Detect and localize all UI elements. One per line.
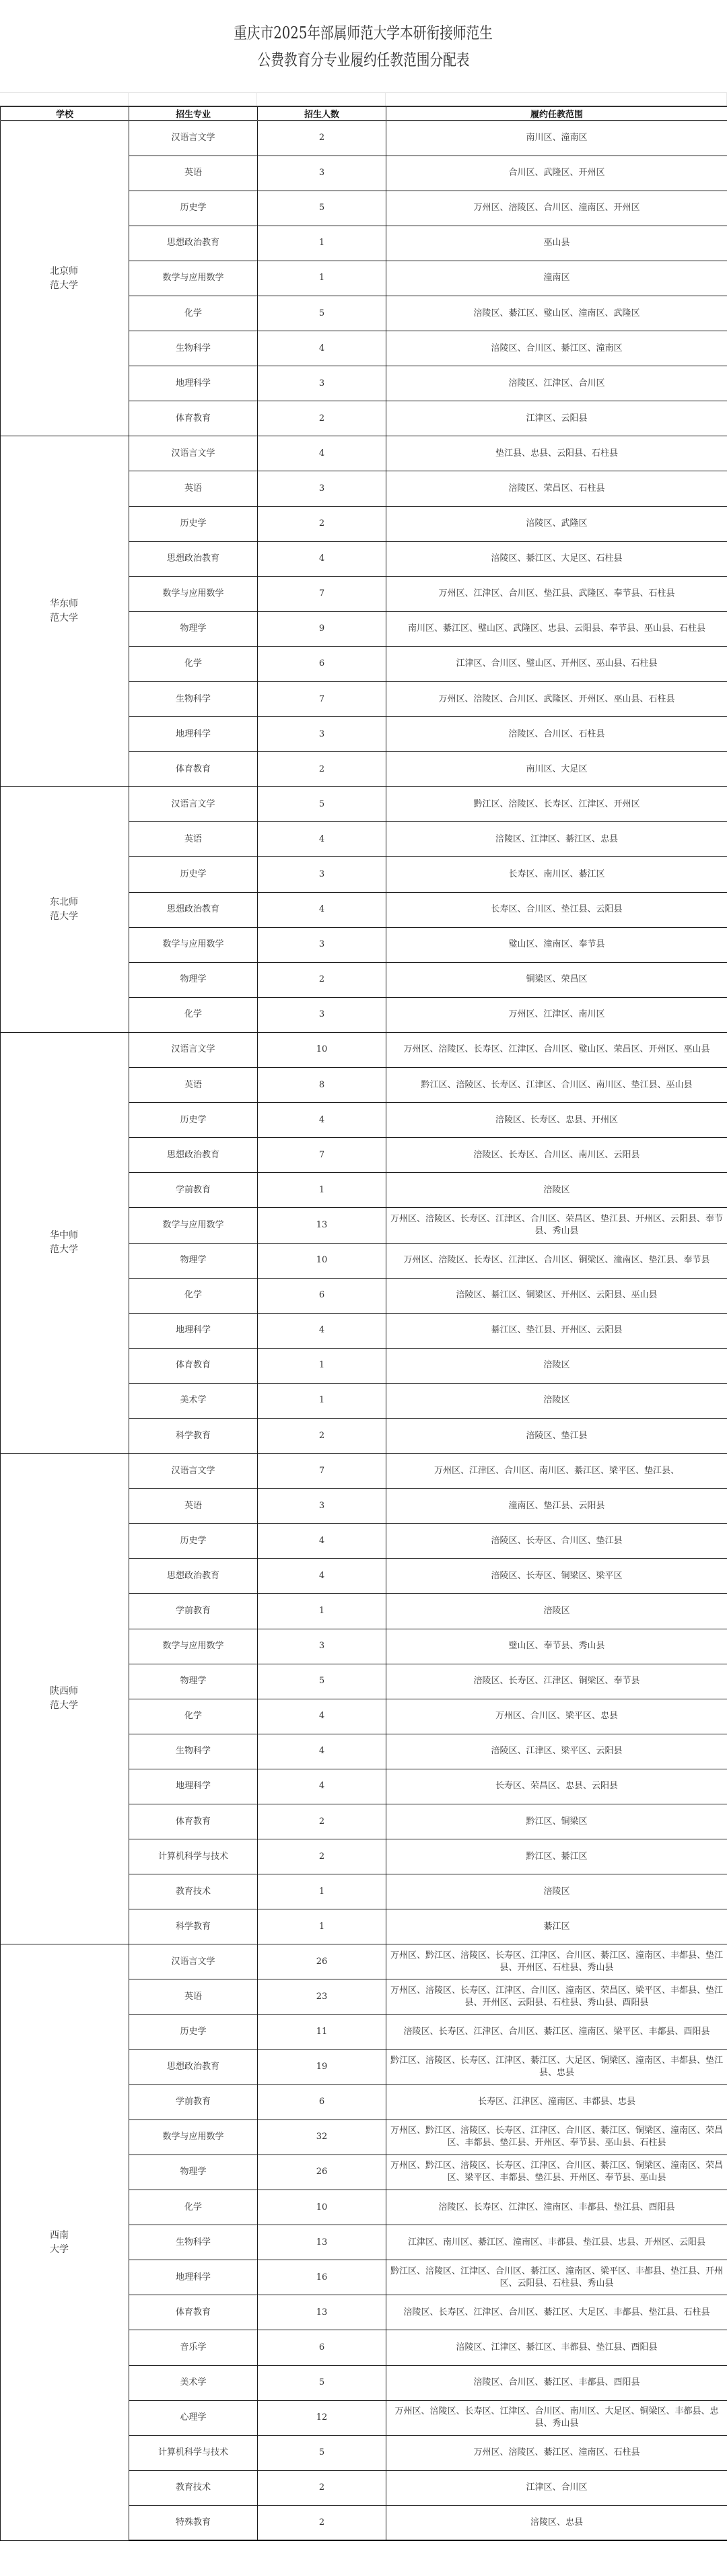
major-cell: 物理学 bbox=[129, 1664, 258, 1699]
school-name bbox=[50, 895, 79, 924]
count-cell: 5 bbox=[258, 296, 386, 331]
scope-cell: 涪陵区、綦江区、铜梁区、开州区、云阳县、巫山县 bbox=[386, 1278, 727, 1313]
count-cell: 1 bbox=[258, 1383, 386, 1418]
school-name bbox=[50, 265, 79, 293]
blank-cell bbox=[386, 93, 727, 106]
major-cell: 物理学 bbox=[129, 2155, 258, 2190]
scope-cell: 万州区、涪陵区、长寿区、江津区、合川区、潼南区、荣昌区、梁平区、丰都县、垫江县、开州区、云阳县、石柱县、秀山县、酉阳县 bbox=[386, 1979, 727, 2014]
count-cell: 2 bbox=[258, 962, 386, 997]
major-cell: 历史学 bbox=[129, 1103, 258, 1138]
count-cell: 32 bbox=[258, 2120, 386, 2155]
scope-cell: 涪陵区 bbox=[386, 1383, 727, 1418]
count-cell: 2 bbox=[258, 2470, 386, 2505]
scope-cell: 南川区、潼南区 bbox=[386, 121, 727, 156]
scope-cell: 万州区、涪陵区、长寿区、江津区、合川区、南川区、大足区、铜梁区、丰都县、忠县、秀山县 bbox=[386, 2400, 727, 2435]
count-cell: 3 bbox=[258, 857, 386, 892]
school-name-line: 范大学 bbox=[50, 1700, 78, 1711]
count-cell: 7 bbox=[258, 1454, 386, 1489]
major-cell: 思想政治教育 bbox=[129, 892, 258, 927]
count-cell: 3 bbox=[258, 366, 386, 401]
count-cell: 1 bbox=[258, 1909, 386, 1944]
table-header bbox=[1, 106, 727, 121]
major-cell: 学前教育 bbox=[129, 1173, 258, 1208]
scope-cell: 垫江县、忠县、云阳县、石柱县 bbox=[386, 436, 727, 471]
major-cell: 英语 bbox=[129, 156, 258, 191]
scope-cell: 涪陵区、长寿区、合川区、南川区、云阳县 bbox=[386, 1138, 727, 1173]
scope-cell: 长寿区、合川区、垫江县、云阳县 bbox=[386, 892, 727, 927]
count-cell: 10 bbox=[258, 2190, 386, 2225]
count-cell: 3 bbox=[258, 997, 386, 1032]
major-cell: 美术学 bbox=[129, 1383, 258, 1418]
scope-cell: 黔江区、铜梁区 bbox=[386, 1804, 727, 1839]
scope-cell: 万州区、涪陵区、綦江区、潼南区、石柱县 bbox=[386, 2435, 727, 2470]
count-cell: 4 bbox=[258, 331, 386, 366]
scope-cell: 南川区、大足区 bbox=[386, 752, 727, 787]
scope-cell: 涪陵区、长寿区、合川区、垫江县 bbox=[386, 1524, 727, 1559]
page-title-line-1: 重庆市2025年部属师范大学本研衔接师范生 bbox=[234, 23, 493, 42]
count-cell: 1 bbox=[258, 226, 386, 261]
scope-cell: 万州区、涪陵区、长寿区、江津区、合川区、铜梁区、潼南区、垫江县、奉节县 bbox=[386, 1243, 727, 1278]
major-cell: 英语 bbox=[129, 822, 258, 857]
school-name bbox=[50, 1229, 79, 1257]
count-cell: 13 bbox=[258, 1208, 386, 1243]
major-cell: 汉语言文学 bbox=[129, 436, 258, 471]
scope-cell: 万州区、涪陵区、长寿区、江津区、合川区、璧山区、荣昌区、开州区、巫山县 bbox=[386, 1032, 727, 1067]
major-cell: 计算机科学与技术 bbox=[129, 2435, 258, 2470]
major-cell: 数学与应用数学 bbox=[129, 261, 258, 296]
school-name-line: 华东师 bbox=[50, 599, 78, 610]
count-cell: 3 bbox=[258, 156, 386, 191]
count-cell: 4 bbox=[258, 1313, 386, 1348]
count-cell: 1 bbox=[258, 1173, 386, 1208]
scope-cell: 涪陵区、忠县 bbox=[386, 2505, 727, 2540]
count-cell: 4 bbox=[258, 1734, 386, 1769]
major-cell: 体育教育 bbox=[129, 2295, 258, 2330]
major-cell: 地理科学 bbox=[129, 1313, 258, 1348]
major-cell: 历史学 bbox=[129, 857, 258, 892]
scope-cell: 长寿区、南川区、綦江区 bbox=[386, 857, 727, 892]
major-cell: 教育技术 bbox=[129, 1874, 258, 1909]
scope-cell: 涪陵区、江津区、綦江区、丰都县、垫江县、酉阳县 bbox=[386, 2330, 727, 2365]
major-cell: 汉语言文学 bbox=[129, 1032, 258, 1067]
scope-cell: 涪陵区、长寿区、江津区、潼南区、丰都县、垫江县、酉阳县 bbox=[386, 2190, 727, 2225]
major-cell: 体育教育 bbox=[129, 1348, 258, 1383]
major-cell: 科学教育 bbox=[129, 1418, 258, 1453]
count-cell: 7 bbox=[258, 576, 386, 611]
count-cell: 4 bbox=[258, 1769, 386, 1804]
major-cell: 体育教育 bbox=[129, 752, 258, 787]
major-cell: 思想政治教育 bbox=[129, 1559, 258, 1594]
major-cell: 汉语言文学 bbox=[129, 121, 258, 156]
scope-cell: 潼南区、垫江县、云阳县 bbox=[386, 1489, 727, 1524]
count-cell: 4 bbox=[258, 436, 386, 471]
count-cell: 4 bbox=[258, 822, 386, 857]
major-cell: 物理学 bbox=[129, 611, 258, 646]
count-cell: 2 bbox=[258, 121, 386, 156]
scope-cell: 涪陵区、江津区、梁平区、云阳县 bbox=[386, 1734, 727, 1769]
scope-cell: 合川区、武隆区、开州区 bbox=[386, 156, 727, 191]
scope-cell: 长寿区、江津区、潼南区、丰都县、忠县 bbox=[386, 2084, 727, 2120]
scope-cell: 万州区、涪陵区、合川区、武隆区、开州区、巫山县、石柱县 bbox=[386, 682, 727, 717]
scope-cell: 涪陵区、荣昌区、石柱县 bbox=[386, 471, 727, 506]
header-count: 招生人数 bbox=[258, 106, 386, 121]
count-cell: 6 bbox=[258, 2330, 386, 2365]
count-cell: 2 bbox=[258, 401, 386, 436]
scope-cell: 黔江区、綦江区 bbox=[386, 1839, 727, 1874]
count-cell: 26 bbox=[258, 1944, 386, 1979]
table-body bbox=[1, 121, 727, 2540]
scope-cell: 江津区、南川区、綦江区、潼南区、丰都县、垫江县、忠县、开州区、云阳县 bbox=[386, 2225, 727, 2260]
count-cell: 4 bbox=[258, 1699, 386, 1734]
scope-cell: 南川区、綦江区、璧山区、武隆区、忠县、云阳县、奉节县、巫山县、石柱县 bbox=[386, 611, 727, 646]
scope-cell: 万州区、江津区、合川区、垫江县、武隆区、奉节县、石柱县 bbox=[386, 576, 727, 611]
scope-cell: 万州区、江津区、合川区、南川区、綦江区、梁平区、垫江县、 bbox=[386, 1454, 727, 1489]
major-cell: 数学与应用数学 bbox=[129, 576, 258, 611]
school-cell bbox=[1, 1944, 129, 2541]
count-cell: 6 bbox=[258, 646, 386, 681]
school-name-line: 大学 bbox=[50, 2243, 69, 2255]
school-name bbox=[50, 597, 79, 625]
count-cell: 3 bbox=[258, 1489, 386, 1524]
major-cell: 历史学 bbox=[129, 506, 258, 541]
scope-cell: 万州区、涪陵区、长寿区、江津区、合川区、荣昌区、垫江县、开州区、云阳县、奉节县、秀山县 bbox=[386, 1208, 727, 1243]
count-cell: 5 bbox=[258, 1664, 386, 1699]
major-cell: 化学 bbox=[129, 1278, 258, 1313]
scope-cell: 黔江区、涪陵区、江津区、合川区、綦江区、潼南区、梁平区、丰都县、垫江县、开州区、云阳县、石柱县、秀山县 bbox=[386, 2260, 727, 2295]
count-cell: 2 bbox=[258, 1804, 386, 1839]
scope-cell: 潼南区 bbox=[386, 261, 727, 296]
scope-cell: 涪陵区 bbox=[386, 1594, 727, 1629]
scope-cell: 涪陵区、合川区、石柱县 bbox=[386, 717, 727, 752]
blank-cell bbox=[0, 93, 129, 106]
count-cell: 13 bbox=[258, 2225, 386, 2260]
scope-cell: 万州区、江津区、南川区 bbox=[386, 997, 727, 1032]
school-name-line: 东北师 bbox=[50, 897, 78, 908]
page-title-line-2: 公费教育分专业履约任教范围分配表 bbox=[257, 50, 470, 69]
scope-cell: 江津区、云阳县 bbox=[386, 401, 727, 436]
major-cell: 化学 bbox=[129, 997, 258, 1032]
count-cell: 5 bbox=[258, 2365, 386, 2400]
count-cell: 10 bbox=[258, 1032, 386, 1067]
school-cell bbox=[1, 121, 129, 436]
scope-cell: 涪陵区、长寿区、忠县、开州区 bbox=[386, 1103, 727, 1138]
scope-cell: 涪陵区、长寿区、江津区、铜梁区、奉节县 bbox=[386, 1664, 727, 1699]
major-cell: 数学与应用数学 bbox=[129, 1629, 258, 1664]
table-row bbox=[1, 436, 727, 471]
major-cell: 科学教育 bbox=[129, 1909, 258, 1944]
count-cell: 1 bbox=[258, 1594, 386, 1629]
count-cell: 26 bbox=[258, 2155, 386, 2190]
school-cell bbox=[1, 1032, 129, 1453]
major-cell: 物理学 bbox=[129, 962, 258, 997]
scope-cell: 綦江区 bbox=[386, 1909, 727, 1944]
blank-cell bbox=[257, 93, 386, 106]
major-cell: 化学 bbox=[129, 296, 258, 331]
header-major: 招生专业 bbox=[129, 106, 258, 121]
major-cell: 思想政治教育 bbox=[129, 1138, 258, 1173]
scope-cell: 万州区、黔江区、涪陵区、长寿区、江津区、合川区、綦江区、铜梁区、潼南区、荣昌区、梁平区、丰都县、垫江县、开州区、奉节县、巫山县 bbox=[386, 2155, 727, 2190]
major-cell: 音乐学 bbox=[129, 2330, 258, 2365]
scope-cell: 江津区、合川区 bbox=[386, 2470, 727, 2505]
count-cell: 4 bbox=[258, 1103, 386, 1138]
count-cell: 2 bbox=[258, 506, 386, 541]
scope-cell: 黔江区、涪陵区、长寿区、江津区、綦江区、大足区、铜梁区、潼南区、丰都县、垫江县、忠县 bbox=[386, 2049, 727, 2084]
major-cell: 化学 bbox=[129, 1699, 258, 1734]
school-cell bbox=[1, 787, 129, 1033]
count-cell: 2 bbox=[258, 752, 386, 787]
table-row bbox=[1, 1454, 727, 1489]
scope-cell: 万州区、黔江区、涪陵区、长寿区、江津区、合川区、綦江区、铜梁区、潼南区、荣昌区、丰都县、垫江县、开州区、奉节县、巫山县、石柱县 bbox=[386, 2120, 727, 2155]
count-cell: 5 bbox=[258, 787, 386, 822]
scope-cell: 涪陵区、綦江区、大足区、石柱县 bbox=[386, 541, 727, 576]
title-block bbox=[0, 0, 727, 93]
count-cell: 1 bbox=[258, 1874, 386, 1909]
major-cell: 汉语言文学 bbox=[129, 787, 258, 822]
major-cell: 英语 bbox=[129, 1489, 258, 1524]
major-cell: 思想政治教育 bbox=[129, 226, 258, 261]
table-row bbox=[1, 1944, 727, 1979]
scope-cell: 江津区、合川区、璧山区、开州区、巫山县、石柱县 bbox=[386, 646, 727, 681]
scope-cell: 綦江区、垫江县、开州区、云阳县 bbox=[386, 1313, 727, 1348]
scope-cell: 涪陵区、长寿区、铜梁区、梁平区 bbox=[386, 1559, 727, 1594]
school-name bbox=[50, 2229, 79, 2257]
major-cell: 体育教育 bbox=[129, 401, 258, 436]
major-cell: 英语 bbox=[129, 471, 258, 506]
count-cell: 19 bbox=[258, 2049, 386, 2084]
major-cell: 英语 bbox=[129, 1068, 258, 1103]
school-name-line: 范大学 bbox=[50, 1244, 78, 1255]
scope-cell: 涪陵区、垫江县 bbox=[386, 1418, 727, 1453]
count-cell: 3 bbox=[258, 471, 386, 506]
header-row bbox=[1, 106, 727, 121]
count-cell: 4 bbox=[258, 1524, 386, 1559]
count-cell: 3 bbox=[258, 717, 386, 752]
school-cell bbox=[1, 436, 129, 787]
table-row bbox=[1, 1032, 727, 1067]
scope-cell: 涪陵区 bbox=[386, 1874, 727, 1909]
count-cell: 8 bbox=[258, 1068, 386, 1103]
school-name-line: 范大学 bbox=[50, 279, 78, 291]
count-cell: 4 bbox=[258, 541, 386, 576]
school-name-line: 华中师 bbox=[50, 1230, 78, 1241]
major-cell: 历史学 bbox=[129, 191, 258, 226]
scope-cell: 黔江区、涪陵区、长寿区、江津区、开州区 bbox=[386, 787, 727, 822]
major-cell: 数学与应用数学 bbox=[129, 927, 258, 962]
scope-cell: 涪陵区、长寿区、江津区、合川区、綦江区、潼南区、梁平区、丰都县、酉阳县 bbox=[386, 2014, 727, 2049]
scope-cell: 黔江区、涪陵区、长寿区、江津区、合川区、南川区、垫江县、巫山县 bbox=[386, 1068, 727, 1103]
count-cell: 10 bbox=[258, 1243, 386, 1278]
scope-cell: 万州区、合川区、梁平区、忠县 bbox=[386, 1699, 727, 1734]
scope-cell: 涪陵区、綦江区、璧山区、潼南区、武隆区 bbox=[386, 296, 727, 331]
count-cell: 6 bbox=[258, 2084, 386, 2120]
count-cell: 12 bbox=[258, 2400, 386, 2435]
count-cell: 2 bbox=[258, 2505, 386, 2540]
major-cell: 化学 bbox=[129, 646, 258, 681]
major-cell: 地理科学 bbox=[129, 2260, 258, 2295]
major-cell: 地理科学 bbox=[129, 1769, 258, 1804]
school-name-line: 陕西师 bbox=[50, 1686, 78, 1697]
major-cell: 教育技术 bbox=[129, 2470, 258, 2505]
scope-cell: 涪陵区 bbox=[386, 1348, 727, 1383]
count-cell: 6 bbox=[258, 1278, 386, 1313]
blank-cell bbox=[129, 93, 257, 106]
count-cell: 7 bbox=[258, 682, 386, 717]
major-cell: 生物科学 bbox=[129, 682, 258, 717]
major-cell: 化学 bbox=[129, 2190, 258, 2225]
major-cell: 生物科学 bbox=[129, 2225, 258, 2260]
count-cell: 23 bbox=[258, 1979, 386, 2014]
count-cell: 4 bbox=[258, 1559, 386, 1594]
major-cell: 生物科学 bbox=[129, 1734, 258, 1769]
major-cell: 体育教育 bbox=[129, 1804, 258, 1839]
scope-cell: 璧山区、奉节县、秀山县 bbox=[386, 1629, 727, 1664]
scope-cell: 涪陵区、江津区、合川区 bbox=[386, 366, 727, 401]
major-cell: 地理科学 bbox=[129, 717, 258, 752]
major-cell: 美术学 bbox=[129, 2365, 258, 2400]
major-cell: 英语 bbox=[129, 1979, 258, 2014]
scope-cell: 璧山区、潼南区、奉节县 bbox=[386, 927, 727, 962]
school-name-line: 范大学 bbox=[50, 613, 78, 624]
major-cell: 历史学 bbox=[129, 2014, 258, 2049]
major-cell: 学前教育 bbox=[129, 1594, 258, 1629]
scope-cell: 涪陵区、合川区、綦江区、潼南区 bbox=[386, 331, 727, 366]
header-school: 学校 bbox=[1, 106, 129, 121]
blank-spacer-row bbox=[0, 93, 727, 106]
count-cell: 3 bbox=[258, 1629, 386, 1664]
school-name-line: 北京师 bbox=[50, 265, 78, 277]
scope-cell: 涪陵区、长寿区、江津区、合川区、綦江区、大足区、丰都县、垫江县、石柱县 bbox=[386, 2295, 727, 2330]
count-cell: 11 bbox=[258, 2014, 386, 2049]
count-cell: 13 bbox=[258, 2295, 386, 2330]
count-cell: 2 bbox=[258, 1418, 386, 1453]
major-cell: 思想政治教育 bbox=[129, 2049, 258, 2084]
major-cell: 数学与应用数学 bbox=[129, 1208, 258, 1243]
major-cell: 生物科学 bbox=[129, 331, 258, 366]
school-cell bbox=[1, 1454, 129, 1944]
major-cell: 思想政治教育 bbox=[129, 541, 258, 576]
major-cell: 汉语言文学 bbox=[129, 1944, 258, 1979]
major-cell: 历史学 bbox=[129, 1524, 258, 1559]
major-cell: 特殊教育 bbox=[129, 2505, 258, 2540]
scope-cell: 涪陵区、江津区、綦江区、忠县 bbox=[386, 822, 727, 857]
scope-cell: 涪陵区 bbox=[386, 1173, 727, 1208]
major-cell: 汉语言文学 bbox=[129, 1454, 258, 1489]
school-name-line: 范大学 bbox=[50, 911, 78, 922]
scope-cell: 万州区、黔江区、涪陵区、长寿区、江津区、合川区、綦江区、潼南区、丰都县、垫江县、开州区、石柱县、秀山县 bbox=[386, 1944, 727, 1979]
count-cell: 7 bbox=[258, 1138, 386, 1173]
scope-cell: 涪陵区、武隆区 bbox=[386, 506, 727, 541]
scope-cell: 铜梁区、荣昌区 bbox=[386, 962, 727, 997]
count-cell: 4 bbox=[258, 892, 386, 927]
count-cell: 1 bbox=[258, 1348, 386, 1383]
school-name-line: 西南 bbox=[50, 2229, 69, 2241]
scope-cell: 巫山县 bbox=[386, 226, 727, 261]
scope-cell: 万州区、涪陵区、合川区、潼南区、开州区 bbox=[386, 191, 727, 226]
scope-cell: 长寿区、荣昌区、忠县、云阳县 bbox=[386, 1769, 727, 1804]
count-cell: 5 bbox=[258, 191, 386, 226]
count-cell: 2 bbox=[258, 1839, 386, 1874]
count-cell: 16 bbox=[258, 2260, 386, 2295]
count-cell: 1 bbox=[258, 261, 386, 296]
major-cell: 学前教育 bbox=[129, 2084, 258, 2120]
allocation-table bbox=[0, 106, 727, 2541]
scope-cell: 涪陵区、合川区、綦江区、丰都县、酉阳县 bbox=[386, 2365, 727, 2400]
count-cell: 9 bbox=[258, 611, 386, 646]
school-name bbox=[50, 1685, 79, 1713]
count-cell: 5 bbox=[258, 2435, 386, 2470]
major-cell: 数学与应用数学 bbox=[129, 2120, 258, 2155]
count-cell: 3 bbox=[258, 927, 386, 962]
major-cell: 计算机科学与技术 bbox=[129, 1839, 258, 1874]
major-cell: 地理科学 bbox=[129, 366, 258, 401]
table-row bbox=[1, 121, 727, 156]
major-cell: 物理学 bbox=[129, 1243, 258, 1278]
major-cell: 心理学 bbox=[129, 2400, 258, 2435]
table-row bbox=[1, 787, 727, 822]
header-scope: 履约任教范围 bbox=[386, 106, 727, 121]
